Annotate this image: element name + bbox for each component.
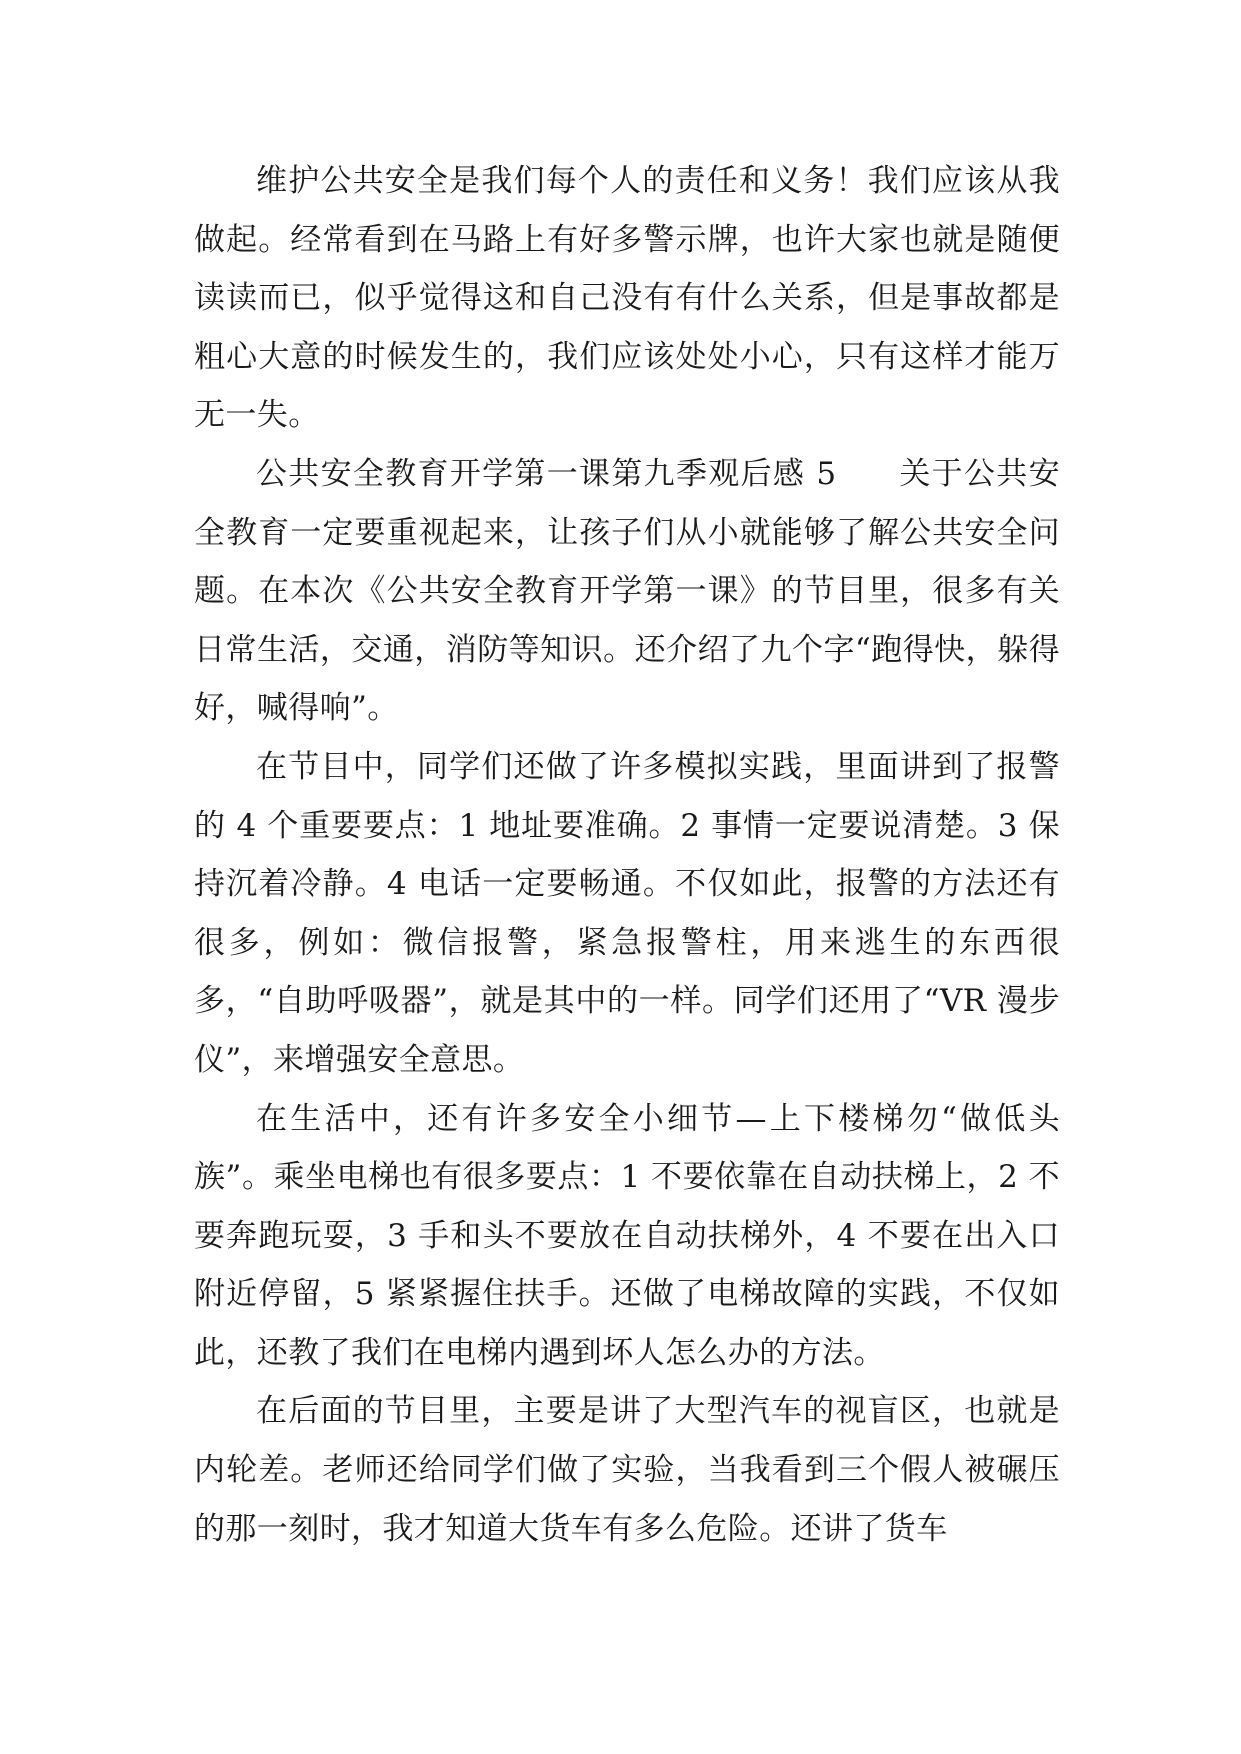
document-body bbox=[194, 152, 1060, 1558]
paragraph-section-text: 安全教育一定要重视起来，让孩子们从小就能够了解公共安全问题。在本次《公共安全教育开学第一课》的节目里，很多有关日常生活，交通，消防等知识。还介绍了九个字“跑得快，躲得好，喊得响”。 bbox=[194, 455, 1060, 727]
section-lead: 关于公共 bbox=[898, 455, 1029, 492]
paragraph-alarm-tips: 在节目中，同学们还做了许多模拟实践，里面讲到了报警的 4 个重要要点：1 地址要准确。2 事情一定要说清楚。3 保持沉着冷静。4 电话一定要畅通。不仅如此，报警的方法还有很多，例如：微信报警，紧急报警柱，用来逃生的东西很多，“自助呼吸器”，就是其中的一样。同学们还用了“VR 漫步仪”，来增强安全意思。 bbox=[194, 748, 1060, 1078]
paragraph-section-intro bbox=[194, 445, 1060, 738]
paragraph-escalator-tips: 在生活中，还有许多安全小细节—上下楼梯勿“做低头族”。乘坐电梯也有很多要点：1 不要依靠在自动扶梯上，2 不要奔跑玩耍，3 手和头不要放在自动扶梯外，4 不要在出入口附近停留，5 紧紧握住扶手。还做了电梯故障的实践，不仅如此，还教了我们在电梯内遇到坏人怎么办的方法。 bbox=[194, 1100, 1060, 1371]
paragraph-blind-spot: 在后面的节目里，主要是讲了大型汽车的视盲区，也就是内轮差。老师还给同学们做了实验，当我看到三个假人被碾压的那一刻时，我才知道大货车有多么危险。还讲了货车 bbox=[194, 1393, 1060, 1547]
paragraph-responsibility: 维护公共安全是我们每个人的责任和义务！我们应该从我做起。经常看到在马路上有好多警示牌，也许大家也就是随便读读而已，似乎觉得这和自己没有有什么关系，但是事故都是粗心大意的时候发生的，我们应该处处小心，只有这样才能万无一失。 bbox=[194, 163, 1060, 434]
section-heading: 公共安全教育开学第一课第九季观后感 5 bbox=[256, 455, 837, 492]
